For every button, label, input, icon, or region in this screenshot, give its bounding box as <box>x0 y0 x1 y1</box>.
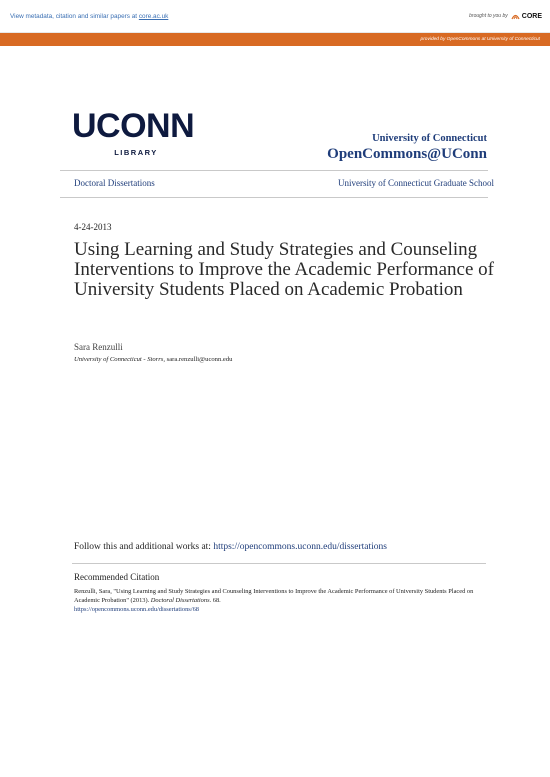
core-banner <box>0 0 550 46</box>
core-logo-text: CORE <box>521 12 542 20</box>
uconn-logo-word: UCONN <box>72 107 195 145</box>
core-brought-by: brought to you by <box>469 13 508 19</box>
author-affiliation <box>74 356 232 363</box>
citation-series: Doctoral Dissertations <box>150 597 210 604</box>
core-logo[interactable] <box>511 12 542 20</box>
core-link[interactable]: core.ac.uk <box>138 12 169 20</box>
author-name: Sara Renzulli <box>74 342 123 352</box>
core-brand <box>469 12 542 20</box>
citation-link[interactable]: https://opencommons.uconn.edu/dissertations/68 <box>74 606 199 613</box>
core-top-bar <box>0 0 550 33</box>
doctoral-dissertations-link[interactable]: Doctoral Dissertations <box>74 178 155 188</box>
collection-links <box>74 178 494 188</box>
header-divider-bottom <box>60 197 488 198</box>
follow-text: Follow this and additional works at: <box>74 542 214 552</box>
graduate-school-link[interactable]: University of Connecticut Graduate School <box>338 178 494 188</box>
recommended-citation-heading: Recommended Citation <box>74 572 160 582</box>
core-view-label: View metadata, citation and similar papers at <box>10 12 138 20</box>
affiliation-text: University of Connecticut - Storrs <box>74 356 164 363</box>
document-title: Using Learning and Study Strategies and Counseling Interventions to Improve the Academic Performance of University Students Placed on Academic Probation <box>74 239 494 300</box>
core-view-text <box>10 13 168 20</box>
follow-link[interactable]: https://opencommons.uconn.edu/dissertations <box>213 542 387 552</box>
citation-divider <box>72 563 486 564</box>
core-provided-by[interactable]: provided by OpenCommons at University of Connecticut <box>0 33 550 46</box>
repository-header <box>327 133 487 163</box>
citation-number: . 68. <box>209 597 221 604</box>
follow-line <box>74 542 387 552</box>
uconn-logo-library: LIBRARY <box>114 148 158 157</box>
recommended-citation <box>74 587 474 614</box>
repository-name[interactable]: OpenCommons@UConn <box>327 146 487 162</box>
core-logo-icon <box>511 12 520 20</box>
repository-university[interactable]: University of Connecticut <box>372 133 487 144</box>
citation-text: Renzulli, Sara, "Using Learning and Study Strategies and Counseling Interventions to Improve the Academic Performance of University Students Placed on Academic Probation" (2013). <box>74 588 474 604</box>
author-email[interactable]: , sara.renzulli@uconn.edu <box>163 356 233 363</box>
publication-date: 4-24-2013 <box>74 222 112 232</box>
header-divider-top <box>60 170 488 171</box>
uconn-library-logo[interactable] <box>72 107 200 157</box>
